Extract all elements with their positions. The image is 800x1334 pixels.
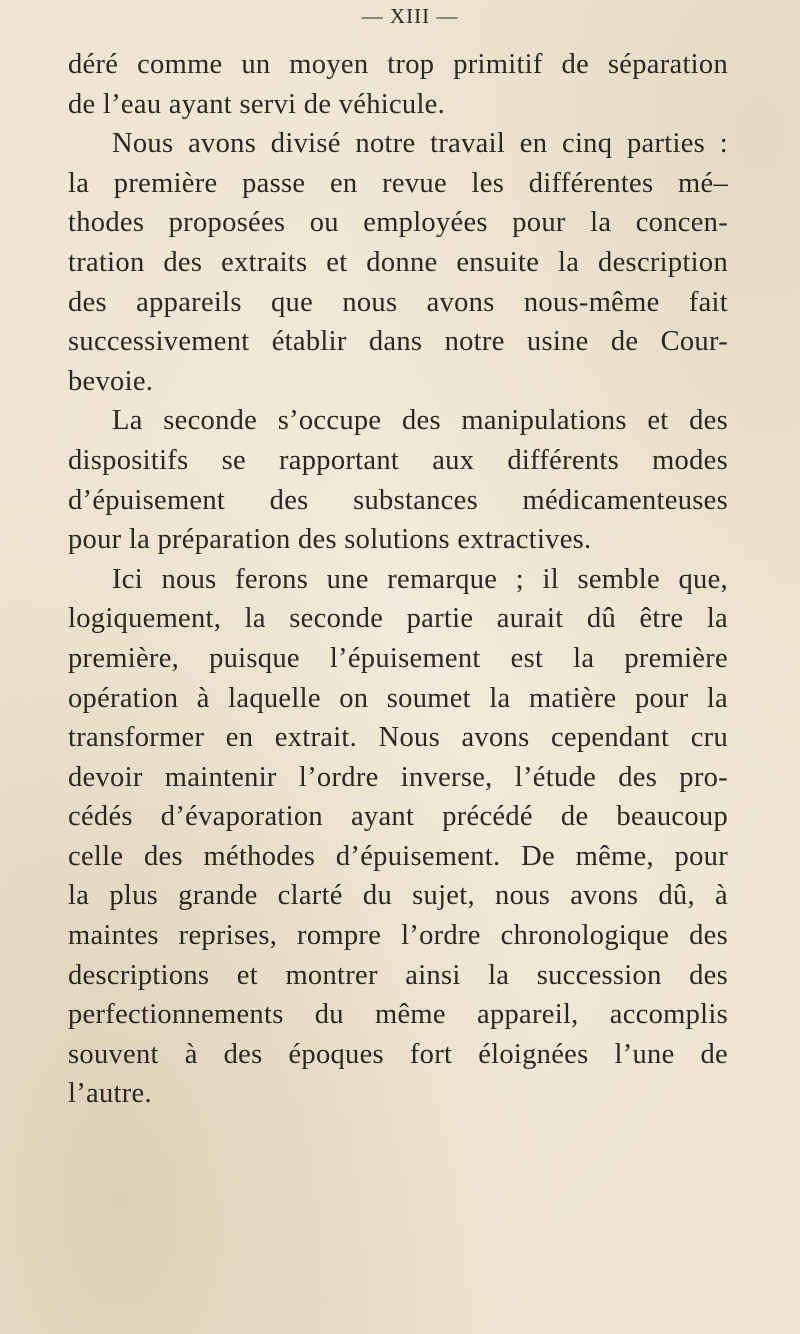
text-line: descriptions et montrer ainsi la succession des <box>68 959 728 991</box>
paragraph-first-line: Ici nous ferons une remarque ; il semble que, <box>112 563 728 595</box>
text-line: logiquement, la seconde partie aurait dû être la <box>68 603 728 635</box>
text-line: bevoie. <box>68 365 154 397</box>
text-line: l’autre. <box>68 1078 152 1110</box>
text-line: thodes proposées ou employées pour la concen- <box>68 207 728 239</box>
text-line: maintes reprises, rompre l’ordre chronologique des <box>68 920 728 952</box>
text-line: dispositifs se rapportant aux différents modes <box>68 444 728 476</box>
text-line: opération à laquelle on soumet la matière pour la <box>68 682 728 714</box>
text-line: des appareils que nous avons nous-même fait <box>68 286 728 318</box>
text-line: première, puisque l’épuisement est la première <box>68 642 728 674</box>
text-line: souvent à des époques fort éloignées l’une de <box>68 1038 728 1070</box>
text-line: perfectionnements du même appareil, accomplis <box>68 999 728 1031</box>
text-line: cédés d’évaporation ayant précédé de beaucoup <box>68 801 728 833</box>
text-line: la première passe en revue les différentes mé– <box>68 167 728 199</box>
page-body <box>68 45 728 1114</box>
text-line: la plus grande clarté du sujet, nous avons dû, à <box>68 880 728 912</box>
text-line: devoir maintenir l’ordre inverse, l’étude des pro- <box>68 761 728 793</box>
text-line: de l’eau ayant servi de véhicule. <box>68 88 446 120</box>
text-line: transformer en extrait. Nous avons cependant cru <box>68 722 728 754</box>
text-line: pour la préparation des solutions extractives. <box>68 524 592 556</box>
paragraph-first-line: La seconde s’occupe des manipulations et des <box>112 405 728 437</box>
running-head: — XIII — <box>361 4 459 28</box>
text-line: déré comme un moyen trop primitif de séparation <box>68 49 728 80</box>
text-line: d’épuisement des substances médicamenteuses <box>68 484 728 516</box>
text-line: celle des méthodes d’épuisement. De même, pour <box>68 840 728 872</box>
text-line: tration des extraits et donne ensuite la description <box>68 246 728 278</box>
text-line: successivement établir dans notre usine de Cour- <box>68 326 728 358</box>
paragraph-first-line: Nous avons divisé notre travail en cinq parties : <box>112 128 728 160</box>
